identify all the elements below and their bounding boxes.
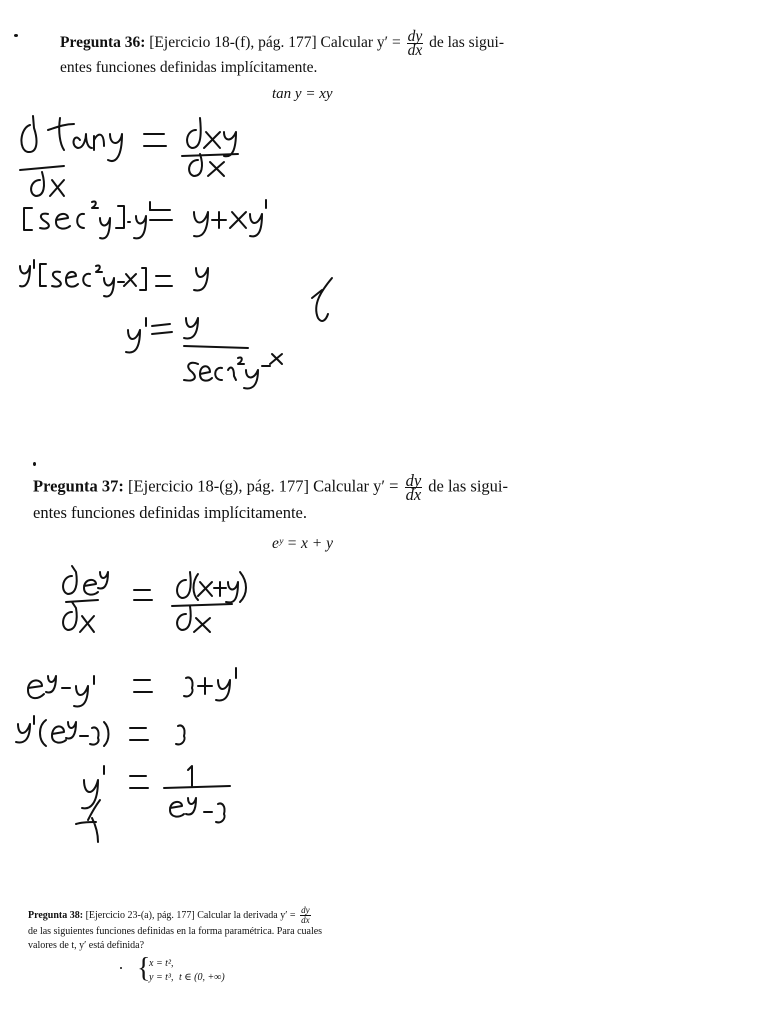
frac-numerator: dy (405, 471, 422, 490)
system-y: y = t³, (149, 972, 174, 983)
question-38-text-line2: de las siguientes funciones definidas en la forma paramétrica. Para cuales (28, 926, 323, 937)
question-37-equation: eʸ = x + y (272, 535, 334, 552)
question-38-text: [Ejercicio 23-(a), pág. 177] Calcular la derivada y′ = (85, 909, 296, 921)
frac-denominator: dx (407, 42, 423, 59)
handwriting-stray-t (312, 278, 332, 321)
frac-denominator: dx (301, 915, 310, 925)
question-37-text: [Ejercicio 18-(g), pág. 177] Calcular y′ = (128, 476, 399, 496)
question-38-title: Pregunta 38: (28, 909, 84, 921)
handwriting-q37-step3 (16, 716, 185, 746)
system-domain: t ∈ (0, +∞) (179, 972, 225, 983)
handwriting-q36-step1 (20, 116, 238, 196)
question-36-equation: tan y = xy (272, 86, 333, 102)
frac-numerator: dy (407, 28, 423, 45)
handwriting-q37-step2 (28, 668, 236, 706)
question-36-text-end: de las sigui- (429, 34, 504, 52)
handwriting-q36-step2 (24, 200, 266, 238)
question-36-text: [Ejercicio 18-(f), pág. 177] Calcular y′ = (149, 34, 401, 52)
system-x: x = t², (149, 958, 174, 969)
frac-denominator: dx (405, 485, 422, 504)
question-37-title: Pregunta 37: (33, 476, 124, 496)
handwriting-q37-step4 (76, 766, 230, 842)
handwriting-q36-step3 (20, 260, 208, 296)
handwriting-q36-step4 (126, 318, 282, 388)
frac-numerator: dy (301, 905, 310, 915)
question-38-text-line3: valores de t, y′ está definida? (28, 940, 145, 951)
handwriting-q37-step1 (63, 566, 246, 632)
system-brace: { (137, 953, 151, 984)
question-36-title: Pregunta 36: (60, 34, 146, 52)
question-37-text-line2: entes funciones definidas implícitamente. (33, 503, 307, 522)
question-37-text-end: de las sigui- (428, 476, 509, 496)
question-36-text-line2: entes funciones definidas implícitamente. (60, 59, 318, 76)
